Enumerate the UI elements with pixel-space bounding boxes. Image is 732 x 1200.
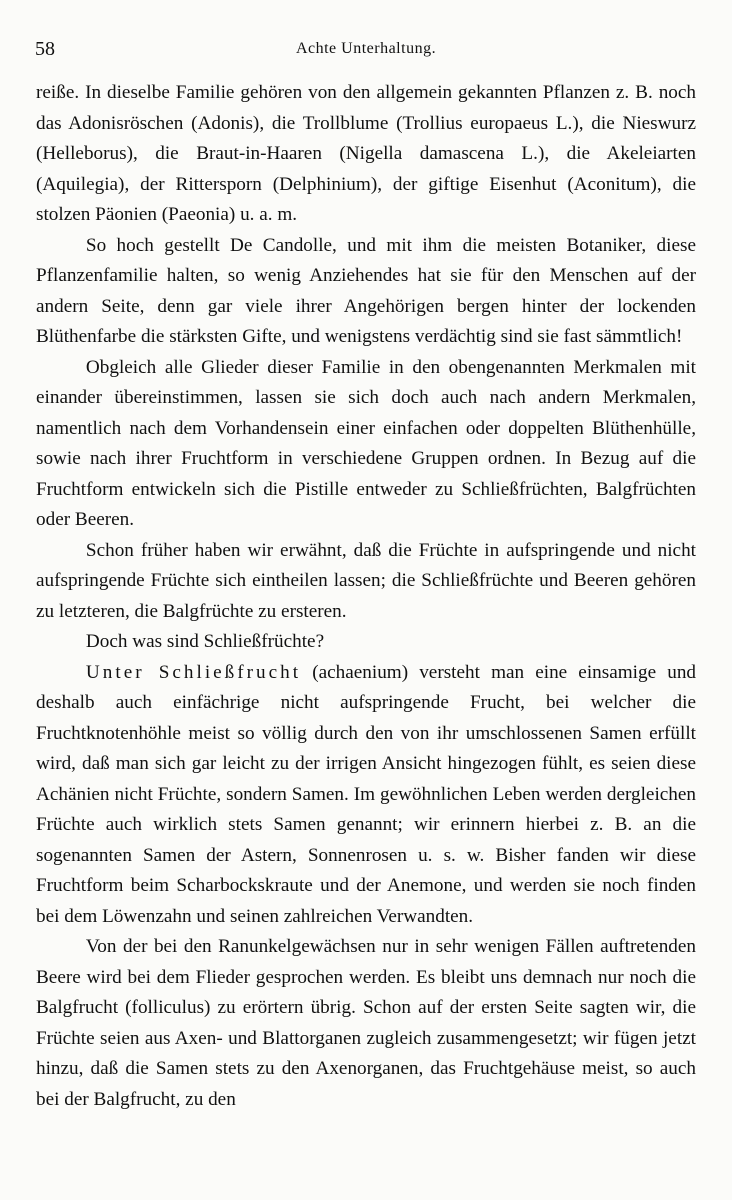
paragraph: Schon früher haben wir erwähnt, daß die Früchte in aufspringende und nicht aufspringende Früchte sich eintheilen lassen; die Schließfrüchte und Beeren gehören zu letzteren, die Balgfrüchte zu ersteren. [36, 539, 696, 622]
paragraph: reiße. In dieselbe Familie gehören von den allgemein gekannten Pflanzen z. B. noch das Adonisröschen (Adonis), die Trollblume (Trollius europaeus L.), die Nieswurz (Helleborus), die Braut-in-Haaren (Nigella damascena L.), die Akeleiarten (Aquilegia), der Rittersporn (Delphinium), der giftige Eisenhut (Aconitum), die stolzen Päonien (Paeonia) u. a. m. [36, 82, 696, 225]
paragraph: Obgleich alle Glieder dieser Familie in den obengenannten Merkmalen mit einander übereinstimmen, lassen sie sich doch auch nach andern Merkmalen, namentlich nach dem Vorhandensein einer einfachen oder doppelten Blüthenhülle, sowie nach ihrer Fruchtform in verschiedene Gruppen ordnen. In Bezug auf die Fruchtform entwickeln sich die Pistille entweder zu Schließfrüchten, Balgfrüchten oder Beeren. [36, 356, 696, 530]
page-header [30, 38, 702, 68]
body-text [36, 78, 696, 1115]
paragraph: Von der bei den Ranunkelgewächsen nur in sehr wenigen Fällen auftretenden Beere wird bei dem Flieder gesprochen werden. Es bleibt uns demnach nur noch die Balgfrucht (folliculus) zu erörtern übrig. Schon auf der ersten Seite sagten wir, die Früchte seien aus Axen- und Blattorganen zugleich zusammengesetzt; wir fügen jetzt hinzu, daß die Samen stets zu den Axenorganen, das Fruchtgehäuse meist, so auch bei der Balgfrucht, zu den [36, 936, 696, 1110]
running-title: Achte Unterhaltung. [295, 40, 437, 57]
paragraph: So hoch gestellt De Candolle, und mit ihm die meisten Botaniker, diese Pflanzenfamilie halten, so wenig Anziehendes hat sie für den Menschen auf der andern Seite, denn gar viele ihrer Angehörigen bergen hinter der lockenden Blüthenfarbe die stärksten Gifte, und wenigstens verdächtig sind sie fast sämmtlich! [36, 234, 696, 347]
page-number: 58 [35, 38, 55, 60]
paragraph-text: (achaenium) versteht man eine einsamige und deshalb auch einfächrige nicht aufspringende Frucht, bei welcher die Fruchtknotenhöhle meist so völlig durch den von ihr umschlossenen Samen erfüllt wird, daß man sich gar leicht zu der irrigen Ansicht hingezogen fühlt, es seien diese Achänien nicht Früchte, sondern Samen. Im gewöhnlichen Leben werden dergleichen Früchte auch wirklich stets Samen genannt; wir erinnern hierbei z. B. an die sogenannten Samen der Astern, Sonnenrosen u. s. w. Bisher fanden wir diese Fruchtform beim Scharbockskraute und der Anemone, und werden sie noch finden bei dem Löwenzahn und seinen zahlreichen Verwandten. [36, 661, 697, 927]
spaced-term: Unter Schließfrucht [85, 661, 302, 683]
paragraph: Doch was sind Schließfrüchte? [85, 631, 325, 652]
paragraph [36, 658, 696, 933]
